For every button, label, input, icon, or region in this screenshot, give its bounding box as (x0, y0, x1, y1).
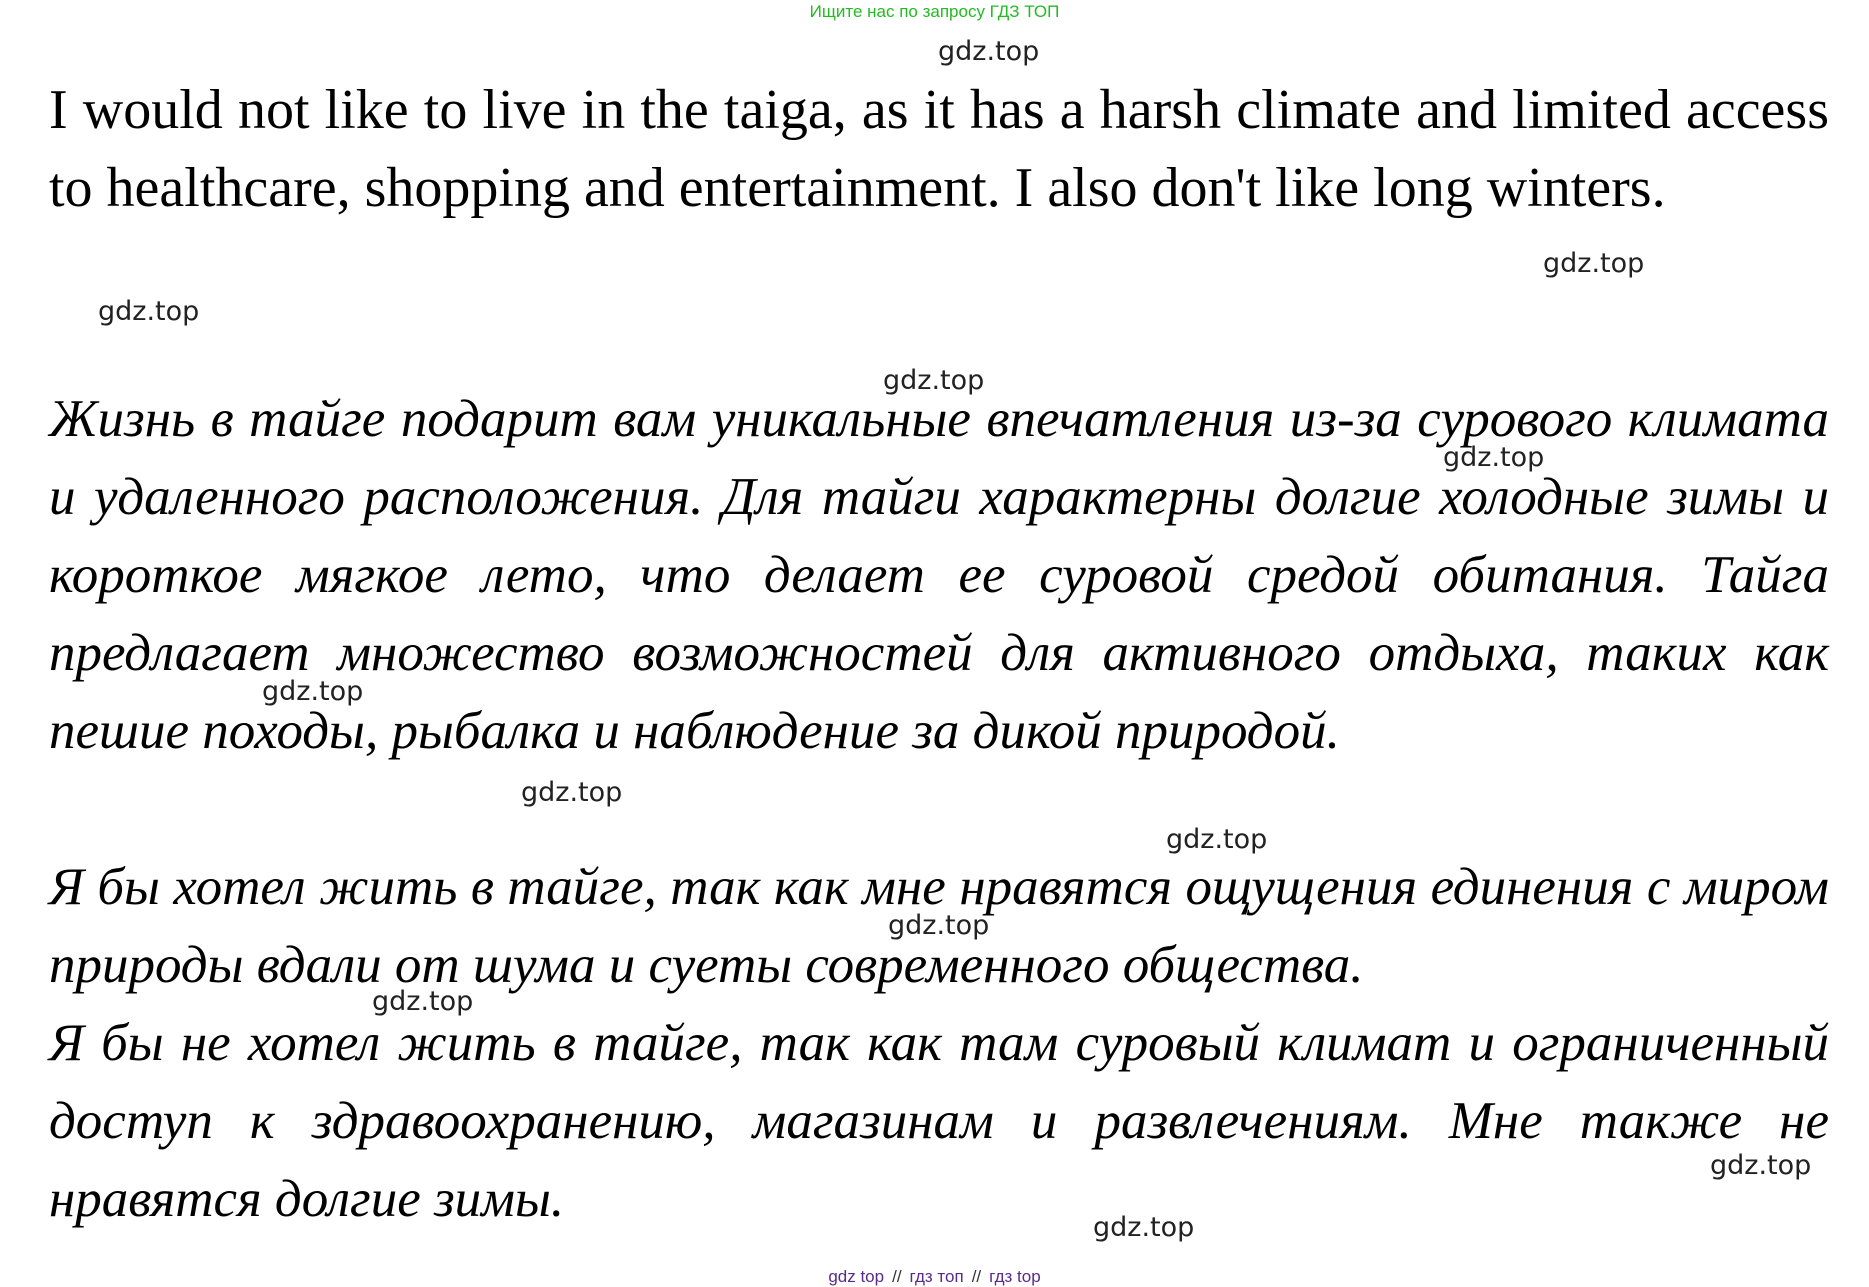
footer-links (0, 1267, 1869, 1287)
english-paragraph: I would not like to live in the taiga, as it has a harsh climate and limited access to healthcare, shopping and entertainment. I also don't like long winters. (49, 79, 1829, 219)
footer-separator: // (971, 1267, 982, 1286)
watermark: gdz.top (938, 36, 1040, 67)
russian-paragraph-3: Я бы не хотел жить в тайге, так как там суровый климат и ограниченный доступ к здравоохранению, магазинам и развлечениям. Мне также не нравятся долгие зимы. (49, 1014, 1829, 1228)
watermark: gdz.top (1543, 248, 1645, 279)
footer-separator: // (892, 1267, 902, 1286)
watermark: gdz.top (1093, 1212, 1195, 1243)
watermark: gdz.top (1166, 824, 1268, 855)
russian-paragraph-1: Жизнь в тайге подарит вам уникальные впечатления из-за сурового климата и удаленного расположения. Для тайги характерны долгие холодные зимы и короткое мягкое лето, что делает ее суровой средой обитания. Тайга предлагает множество возможностей для активного отдыха, таких как пешие походы, рыбалка и наблюдение за дикой природой. (49, 390, 1829, 760)
watermark: gdz.top (372, 986, 474, 1017)
top-banner: Ищите нас по запросу ГДЗ ТОП (809, 2, 1060, 21)
watermark: gdz.top (1710, 1150, 1812, 1181)
watermark: gdz.top (888, 910, 990, 941)
russian-paragraph-2: Я бы хотел жить в тайге, так как мне нравятся ощущения единения с миром природы вдали от шума и суеты современного общества. (49, 858, 1829, 994)
watermark: gdz.top (98, 296, 200, 327)
watermark: gdz.top (521, 777, 623, 808)
watermark: gdz.top (1443, 442, 1545, 473)
watermark: gdz.top (262, 676, 364, 707)
footer-link-gdz-top-mixed[interactable]: гдз top (989, 1267, 1041, 1286)
footer-link-gdz-top[interactable]: gdz top (828, 1267, 885, 1286)
watermark: gdz.top (883, 365, 985, 396)
footer-link-gdz-top-ru[interactable]: гдз топ (909, 1267, 964, 1286)
